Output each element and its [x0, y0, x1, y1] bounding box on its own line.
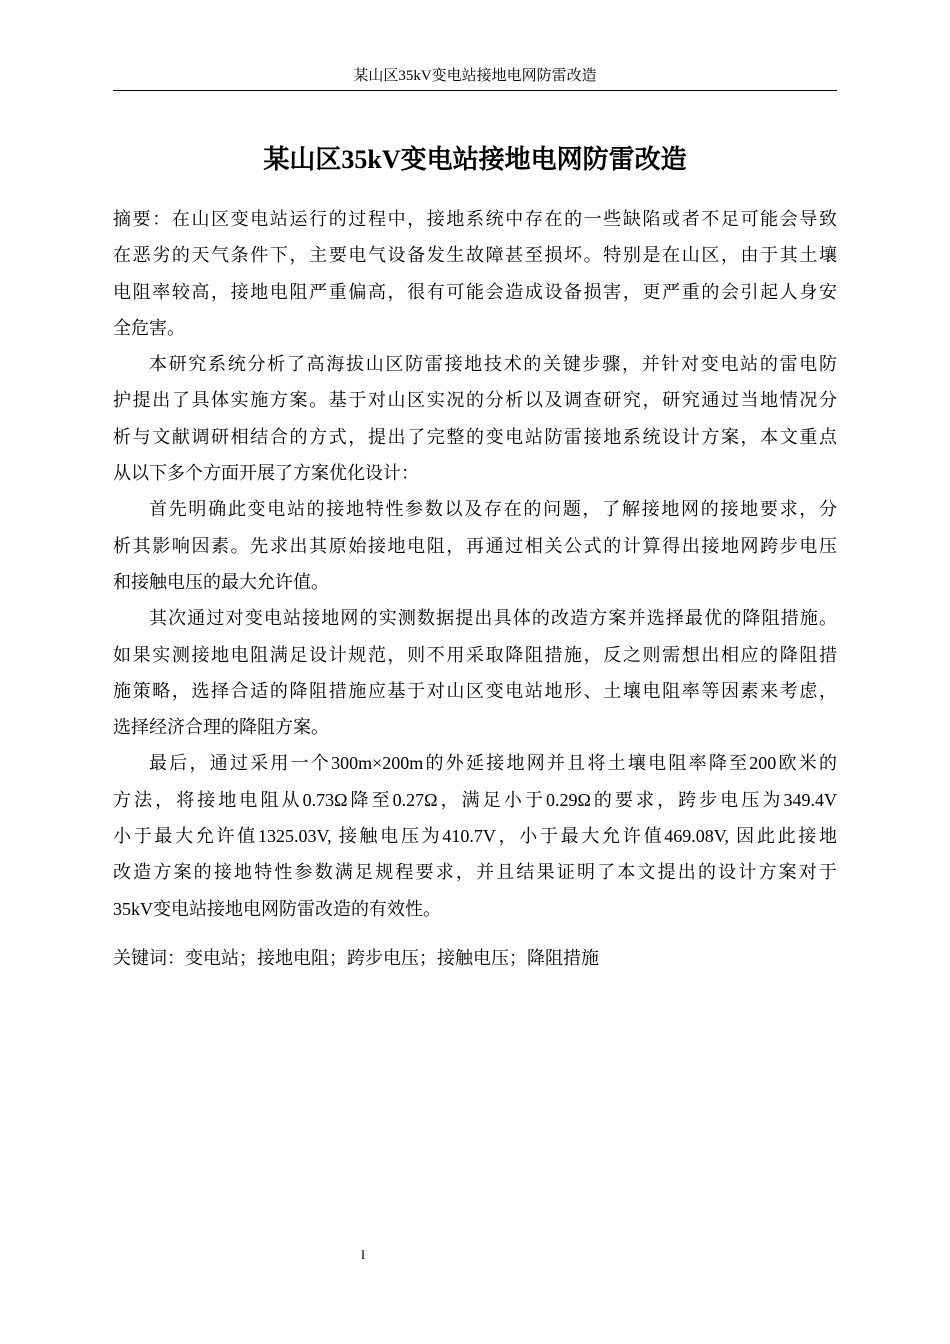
- abstract-line: [113, 891, 837, 927]
- abstract-line: [113, 310, 837, 346]
- abstract-line-text: 选择经济合理的降阻方案。: [113, 717, 329, 738]
- abstract-line: [113, 528, 837, 564]
- abstract-line-text: 电阻率较高，接地电阻严重偏高，很有可能会造成设备损害，更严重的会引起人身安: [113, 281, 837, 302]
- abstract-line: [113, 564, 837, 600]
- abstract-line: [113, 346, 837, 382]
- abstract-line: [113, 491, 837, 527]
- abstract-line-text: 在山区变电站运行的过程中，接地系统中存在的一些缺陷或者不足可能会导致: [171, 209, 837, 229]
- abstract-line-text: 析其影响因素。先求出其原始接地电阻，再通过相关公式的计算得出接地网跨步电压: [113, 535, 837, 556]
- abstract-line-text: 35kV变电站接地电网防雷改造的有效性。: [113, 898, 441, 919]
- keywords-text: 变电站；接地电阻；跨步电压；接触电压；降阻措施: [185, 948, 599, 968]
- abstract-line-text: 方法，将接地电阻从0.73Ω降至0.27Ω，满足小于0.29Ω的要求，跨步电压为349.4V: [113, 789, 837, 810]
- abstract-line-text: 本研究系统分析了高海拔山区防雷接地技术的关键步骤，并针对变电站的雷电防: [149, 354, 837, 375]
- abstract-line-text: 施策略，选择合适的降阻措施应基于对山区变电站地形、土壤电阻率等因素来考虑，: [113, 680, 837, 701]
- abstract-line: [113, 600, 837, 636]
- abstract-label: 摘要：: [113, 209, 172, 229]
- abstract-line: [113, 673, 837, 709]
- abstract-line-text: 首先明确此变电站的接地特性参数以及存在的问题，了解接地网的接地要求，分: [149, 499, 837, 520]
- abstract-line-text: 和接触电压的最大允许值。: [113, 571, 329, 592]
- abstract-line-text: 在恶劣的天气条件下，主要电气设备发生故障甚至损坏。特别是在山区，由于其土壤: [113, 245, 837, 266]
- abstract-line-text: 如果实测接地电阻满足设计规范，则不用采取降阻措施，反之则需想出相应的降阻措: [113, 644, 837, 665]
- abstract-line: [113, 201, 837, 237]
- abstract-line: [113, 854, 837, 890]
- abstract-line-text: 析与文献调研相结合的方式，提出了完整的变电站防雷接地系统设计方案，本文重点: [113, 426, 837, 447]
- abstract: [113, 201, 837, 927]
- abstract-line: [113, 818, 837, 854]
- abstract-line-text: 改造方案的接地特性参数满足规程要求，并且结果证明了本文提出的设计方案对于: [113, 862, 837, 883]
- abstract-line: [113, 709, 837, 745]
- page-number: I: [360, 1247, 366, 1262]
- abstract-line-text: 护提出了具体实施方案。基于对山区实况的分析以及调查研究，研究通过当地情况分: [113, 390, 837, 411]
- abstract-line: [113, 782, 837, 818]
- abstract-line: [113, 237, 837, 273]
- header-divider: [113, 90, 837, 91]
- abstract-line: [113, 637, 837, 673]
- abstract-line-text: 小于最大允许值1325.03V, 接触电压为410.7V，小于最大允许值469.08V, 因此此接地: [113, 826, 837, 847]
- document-title: 某山区35kV变电站接地电网防雷改造: [263, 145, 687, 174]
- abstract-line-text: 全危害。: [113, 317, 185, 338]
- abstract-line: [113, 745, 837, 781]
- keywords-label: 关键词：: [113, 948, 185, 968]
- abstract-line: [113, 382, 837, 418]
- keywords: [113, 940, 837, 976]
- abstract-line: [113, 419, 837, 455]
- abstract-line-text: 其次通过对变电站接地网的实测数据提出具体的改造方案并选择最优的降阻措施。: [149, 608, 837, 629]
- abstract-line-text: 最后，通过采用一个300m×200m的外延接地网并且将土壤电阻率降至200欧米的: [149, 753, 837, 774]
- abstract-line: [113, 274, 837, 310]
- running-header: 某山区35kV变电站接地电网防雷改造: [353, 68, 597, 84]
- abstract-line-text: 从以下多个方面开展了方案优化设计：: [113, 463, 419, 484]
- abstract-line: [113, 455, 837, 491]
